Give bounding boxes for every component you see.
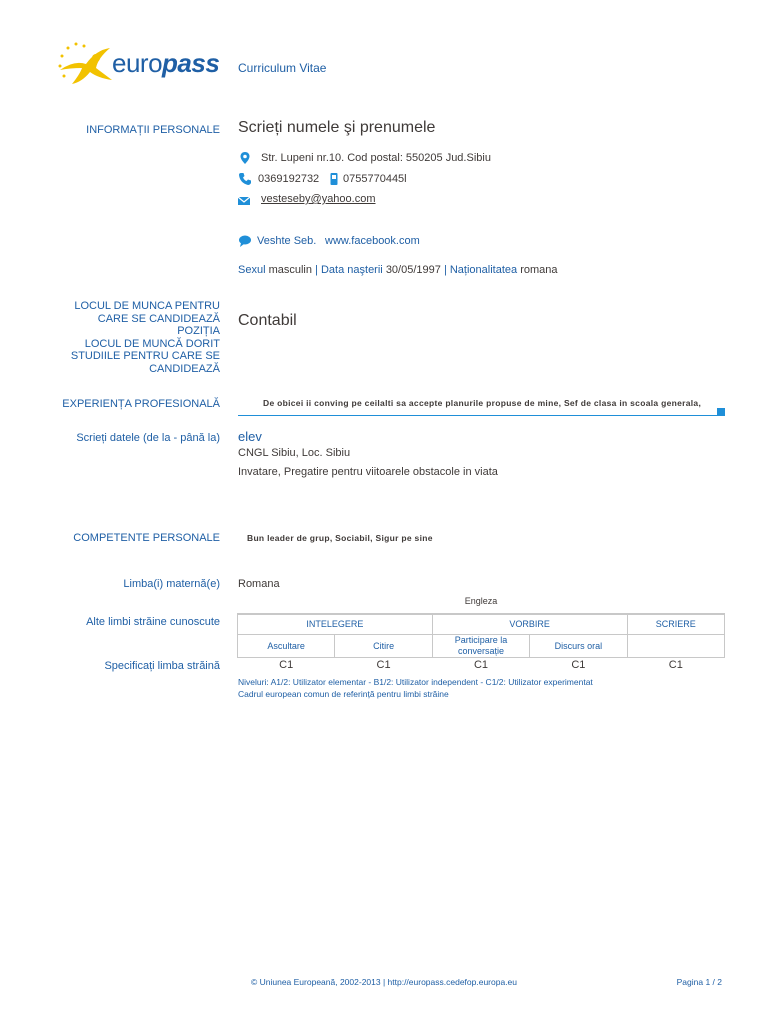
logo-euro: euro <box>112 48 163 78</box>
sex-label: Sexul <box>238 264 266 276</box>
position-label-line: LOCUL DE MUNCĂ DORIT <box>84 337 220 350</box>
level-cell: C1 <box>335 657 432 673</box>
position-label-line: LOCUL DE MUNCA PENTRU <box>74 300 220 312</box>
header-speaking: VORBIRE <box>432 614 627 634</box>
nationality-label: Naționalitatea <box>449 264 518 276</box>
location-icon <box>238 151 252 165</box>
position-label-line: STUDIILE PENTRU CARE SE <box>70 350 220 362</box>
subheader-reading: Citire <box>335 634 432 657</box>
employer-text: CNGL Sibiu, Loc. Sibiu <box>238 447 351 459</box>
email-icon <box>237 194 251 208</box>
im-name: Veshte Seb. <box>257 235 317 247</box>
europass-logo <box>52 40 227 90</box>
header-writing: SCRIERE <box>627 614 724 634</box>
specify-language-label: Specificați limba străină <box>104 660 220 672</box>
position-label <box>71 300 220 375</box>
level-cell: C1 <box>530 657 627 673</box>
position-label-line: CANDIDEAZĂ <box>149 362 220 375</box>
mobile-icon <box>327 172 341 186</box>
footer-copyright: © Uniunea Europeană, 2002-2013 | http://europass.cedefop.europa.eu <box>250 977 518 987</box>
subheader-production: Discurs oral <box>530 634 627 657</box>
language-name: Engleza <box>464 596 498 606</box>
job-title: elev <box>238 429 262 444</box>
birth-label: Data naşterii <box>320 264 383 276</box>
phone-icon <box>238 172 252 186</box>
experience-text: De obicei ii conving pe ceilalti sa accepte planurile propuse de mine, Sef de clasa in scoala generala, <box>263 398 702 408</box>
level-cell: C1 <box>238 657 335 673</box>
subheader-interaction: Participare la conversație <box>432 634 529 657</box>
level-cell: C1 <box>627 657 724 673</box>
other-languages-label: Alte limbi străine cunoscute <box>86 616 220 628</box>
personal-details-line <box>238 264 558 276</box>
position-label-line: CARE SE CANDIDEAZĂ <box>97 312 220 325</box>
experience-divider-end <box>717 408 725 416</box>
chat-icon <box>238 234 252 248</box>
language-table <box>237 613 725 673</box>
separator: | <box>443 264 447 276</box>
subheader-listening: Ascultare <box>238 634 335 657</box>
nationality-value: romana <box>520 264 558 276</box>
personal-section-label: INFORMAȚII PERSONALE <box>86 124 220 136</box>
level-cell: C1 <box>432 657 529 673</box>
competences-section-label: COMPETENTE PERSONALE <box>73 532 220 544</box>
sex-value: masculin <box>268 264 312 276</box>
mobile-text: 0755770445l <box>343 173 407 185</box>
activities-text: Invatare, Pregatire pentru viitoarele obstacole in viata <box>238 466 498 478</box>
email-link[interactable]: vesteseby@yahoo.com <box>261 193 376 205</box>
doc-title: Curriculum Vitae <box>238 61 327 75</box>
logo-pass: pass <box>162 48 220 78</box>
position-label-line: POZIȚIA <box>177 325 220 337</box>
dates-label: Scrieți datele (de la - până la) <box>76 432 220 444</box>
subheader-writing-empty <box>627 634 724 657</box>
mother-tongue-label: Limba(i) maternă(e) <box>123 578 220 590</box>
competences-text: Bun leader de grup, Sociabil, Sigur pe sine <box>247 533 433 543</box>
position-value: Contabil <box>238 312 297 329</box>
im-site-link[interactable]: www.facebook.com <box>325 235 420 247</box>
levels-note: Niveluri: A1/2: Utilizator elementar - B1/2: Utilizator independent - C1/2: Utilizator experimentat <box>238 677 593 687</box>
person-name: Scrieți numele şi prenumele <box>238 119 436 136</box>
phone-text: 0369192732 <box>258 173 320 185</box>
address-text: Str. Lupeni nr.10. Cod postal: 550205 Jud.Sibiu <box>261 152 491 164</box>
footer-page-number: Pagina 1 / 2 <box>676 977 722 987</box>
birth-value: 30/05/1997 <box>385 264 441 276</box>
header-understanding: INTELEGERE <box>238 614 433 634</box>
experience-section-label: EXPERIENȚA PROFESIONALĂ <box>62 398 220 410</box>
mother-tongue-value: Romana <box>238 578 280 590</box>
experience-divider <box>238 415 720 416</box>
cefr-link[interactable]: Cadrul european comun de referință pentru limbi străine <box>238 689 449 699</box>
separator: | <box>315 264 318 276</box>
